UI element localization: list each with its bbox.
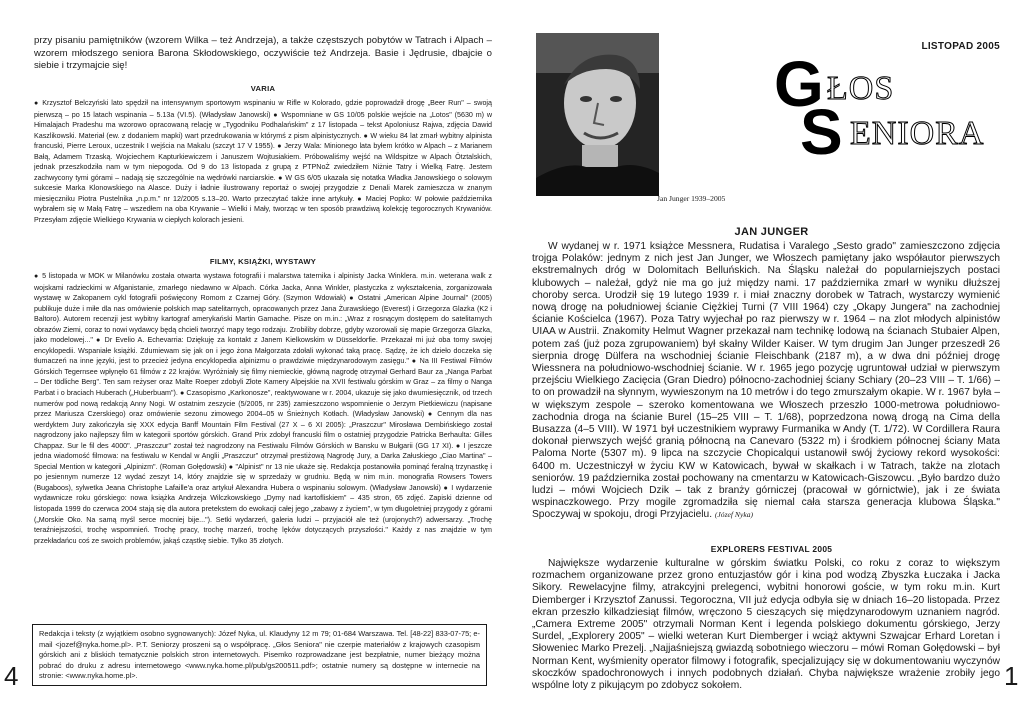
- portrait-image: [536, 33, 659, 196]
- intro-paragraph: przy pisaniu pamiętników (wzorem Wilka – też Andrzeja), a także częstszych pobytów w Tatrach i Alpach – wzorem młodszego seniora Barona Skłodowskiego, oczywiście też Andrzeja. Basie i Jędrusie, dbajcie o siebie i trzymajcie się!: [34, 35, 492, 72]
- masthead-eniora: ENIORA: [850, 115, 985, 152]
- portrait-photo: [536, 33, 659, 196]
- article-text: W wydanej w r. 1971 książce Messnera, Rudatisa i Varalego „Sesto grado" zamieszczono zdjęcia trojga Polaków: jednym z nich jest Jan Junger, we Włoszech pamiętany jako współautor pierwszych ekstremalnych dróg w Dolomitach Belluńskich. Na Śląsku należał do popularniejszych postaci klubowych – należał, gdyż nie ma go już między nami. 17 października zmarł w wyniku dłuższej choroby serca. Urodził się 19 lutego 1939 r. i miał znaczny dorobek w Tatrach, wystarczy wymienić nową drogę na południowej ścianie Ciężkiej Turni (7 VIII 1964) czy „Okapy Jungera" na zachodniej ścianie Kościelca (1967). Poza Tatry wyjechał po raz pierwszy w r. 1964 – na zlot młodych alpinistów UIAA w Austrii. Znakomity Helmut Wagner przekazał nam technikę lodową na ścianach Stubaier Alpen, potem zaś (już poza zgrupowaniem) był skałny Wilder Kaiser. W tym drugim Jan Junger przeszedł 26 sierpnia drogę Dülfera na wschodniej ścianie Fleischbank (2187 m), a w dwa dni później drogę Wiessnera na południowo-wschodniej ścianie. W r. 1965 jego pozycję ugruntował udział w pierwszym przejściu Wielkiego Zacięcia (Gran Diedro) północno-zachodniej ściany Schiary (20–23 VIII – T. 1/66) – to on prowadził na słynnym, wywieszonym na 10 metrów i do tego zmurszałym okapie. W r. 1967 była – w większym zespole – szeroko komentowana we Włoszech przeszło 1000-metrowa południowo-zachodnia droga na ścianie Burel (15–25 VIII – T. 1/68), poprzedzona nową drogą na Cima della Busazza (4–5 VIII). W 1971 był uczestnikiem wyprawy Furmanika w Andy (T. 1/72). W Cordillera Raura dokonał pierwszych wejść granią północną na Canevaro (5322 m) i środkiem północnej ściany Mata Paloma Norte (5307 m). 9 lipca na szczycie Chopicalqui ustanowił swój życiowy rekord wysokości: 6400 m. Uczestniczył w życiu KW w Katowicach, bywał w skałkach i w Tatrach, także na zlotach seniorów. 19 października został pochowany na cmentarzu w Katowicach-Giszowcu. „Było bardzo dużo ludzi – mówi Wojciech Dzik – tak z branży górniczej (pracował w górnictwie), jak i ze świata wspinaczkowego. Przy mogile zgromadziła się niemal cała starsza generacja klubowa Śląska." Spoczywaj w spokoju, drogi Przyjacielu.: [532, 241, 1000, 521]
- masthead-letter-s: S: [800, 96, 843, 168]
- editorial-footer: Redakcja i teksty (z wyjątkiem osobno sygnowanych): Józef Nyka, ul. Klaudyny 12 m 79; 01-684 Warszawa. Tel. [48-22] 833-07-75; e-mail <jozef@nyka.home.pl>. P.T. Seniorzy proszeni są o współpracę. „Głos Seniora" nie czerpie materiałów z krajowych czasopism górskich ani z bliskich tematycznie polskich stron internetowych. Pisemko rozprowadzane jest bezpłatnie, numer bieżący można pobrać do druku z adresu internetowego <www.nyka.home.pl/pub/gs200511.pdf>; ostatnie numery są dostępne w internecie na stronie: <www.nyka.home.pl>.: [32, 624, 487, 686]
- masthead-letter-g: G: [774, 48, 824, 120]
- bullet-icon: ●: [34, 100, 40, 107]
- films-text: [34, 271, 492, 615]
- varia-heading: VARIA: [250, 84, 276, 93]
- photo-caption: Jan Junger 1939–2005: [657, 194, 726, 203]
- issue-date: LISTOPAD 2005: [921, 41, 1000, 52]
- masthead-los: ŁOS: [827, 70, 895, 107]
- article-body: [532, 241, 1000, 531]
- varia-body: Krzysztof Belczyński lato spędził na intensywnym sportowym wspinaniu w Rifle w Kolorado, gdzie poprowadził drogę „Beer Run" – swoją pierwszą – po 15 latach wspinania – 5.13a (VI.5). (Władysław Janowski) ● Wspomniane w GS 10/05 polskie wejście na „Lotos" (5630 m) w Himalajach Pradeshu ma wzorowo opracowaną relację w „Tygodniku Podhalańskim" z 17 listopada – tekst Apoloniusz Rajwa, zdjęcia Dawid Kaszlikowski. Materiał (ew. z dodaniem mapki) wart przedrukowania w którymś z pism alpinistycznych. ● W wieku 84 lat zmarł wybitny alpinista francuski, Pierre Leroux, uczestnik I wejścia na Makalu (szczyt 17 V 1955). ● Jerzy Wala: Minionego lata byłem krótko w Alpach – z Marianem Bałą, Adamem Trzaską. Wojciechem Kapturkiewiczem i Januszem Wojtusiakiem. Próbowaliśmy wejść na Wildspitze w Alpach Ötztalskich, jednak przeszkodziła nam w tym niepogoda. Od 9 do 13 listopada z grupą z PTPNoŻ zwiedziłem Niżnie Tatry i Wielką Fatrę. Jestem zachwycony tymi górami – nadają się szczególnie na wędrówki narciarskie. ● W GS 6/05 ukazała się notatka Władka Janowskiego o solowym sukcesie Marka Klonowskiego na Alasce. Duży i ładnie ilustrowany reportaż o swojej przygodzie z Denali Marek zamieszcza w znanym miesięczniku Piotra Pustelnika „n.p.m." nr 12/2005 s.13–20. Warto przeczytać także inne artykuły. ● Maciej Popko: W połowie października wybrałem się w Małą Fatrę – wszedłem na oba Krywanie – Wielki i Mały, tworząc w ten sposób prawdziwą kolekcję tegorocznych Krywaniów. Przesyłam zdjęcie Wielkiego Krywania w ciepłych kolorach jesieni.: [34, 99, 492, 225]
- explorers-title: EXPLORERS FESTIVAL 2005: [710, 544, 833, 554]
- page-number-right: 1: [1004, 661, 1019, 691]
- varia-text: [34, 98, 492, 248]
- article-credit: (Józef Nyka): [714, 510, 754, 520]
- films-heading: FILMY, KSIĄŻKI, WYSTAWY: [209, 257, 317, 266]
- explorers-text: Największe wydarzenie kulturalne w górskim światku Polski, co roku z coraz to większym rozmachem organizowane przez grono entuzjastów gór i kina pod wodzą Zbyszka Łuczaka i Jacka Sikory. Rewelacyjne filmy, atrakcyjni prelegenci, wybitni honorowi goście, w tym roku m.in. Kurt Diemberger i Krzysztof Zanussi. Tegoroczna, VII już edycja odbyła się w dniach 16–20 listopada. Przez ekran przeszło kilkadziesiąt filmów, wręczono 5 cieszących się międzynarodowym uznaniem nagród. „Camera Extreme 2005" otrzymali Norman Kent i legenda polskiego dokumentu górskiego, Jerzy Surdel, „Explorery 2005" – wielki weteran Kurt Diemberger i wciąż aktywni Szwajcar Erhard Loretan i Słoweniec Marko Prezelj. „Najjaśniejszą gwiazdą sobotniego wieczoru – mówi Roman Gołędowski – był Norman Kent, wyśmienity operator filmowy i fotografik, specjalizujący się w dokumentowaniu wyczynów skoczków spadochronowych i innych podobnych działań. Chyba największe wrażenie zrobiły jego wspólne loty z pikującym po zdobycz sokołem.: [532, 558, 1000, 692]
- page-number-left: 4: [4, 661, 19, 691]
- bullet-icon: ●: [34, 273, 40, 280]
- right-page: [512, 0, 1024, 724]
- explorers-body: [532, 558, 1000, 704]
- article-title: JAN JUNGER: [734, 226, 809, 238]
- films-body: 5 listopada w MOK w Milanówku została otwarta wystawa fotografii i malarstwa taternika i alpinisty Jacka Winklera. m.in. weterana walk z wojskami radzieckimi w Afganistanie, zmarłego niedawno w Alpach. Córka Jacka, Anna Winkler, plastyczka z wykształcenia, zorganizowała wystawę w Zakopanem cykl fotografii poświęcony Romom z Czarnej Góry. (Szymon Wdowiak) ● Ostatni „American Alpine Journal" (2005) publikuje duże i miłe dla nas omówienie polskich map satelitarnych, opracowanych przez Jana Żurawskiego (Everest) i Grzegorza Glazka (K2 i Baltoro). Autorem recenzji jest wybitny kartograf amerykański Martin Gamache. Pisze on m.in.: „Wraz z rosnącym dostępem do satelitarnych obrazów Ziemi, coraz to nowi wydawcy będą chcieli tworzyć mapy tego rodzaju. Zrobiliby dobrze, gdyby wzorowali się mapie Grzegorza Glazka, jako modelowej..." ● Dr Evelio A. Echevarria: Dziękuję za kontakt z Janem Kielkowskim w Düsseldorfie. Przekazał mi już oba tomy swojej encyklopedii. Wspaniałe książki. Zdumiewam się jak on i jego żona Małgorzata zdołali wykonać taką pracę. Sądzę, że ich dzieło doczeka się tłumaczeń na inne języki, jest to przecież jedyna encyklopedia alpinizmu o prawdziwie międzynarodowym zasięgu." ● Na III Festiwal Filmów Górskich Tegernsee wpłynęło 61 filmów z 22 krajów. Wyróżniały się filmy niemieckie, główną nagrodę otrzymał Gerhard Baur za „Nanga Parbat – Der tödliche Berg". Ten sam reżyser oraz Malte Roeper zdobyli Złote Kamery Alpejskie na XVII festiwalu górskim w Graz – za filmy o Nanga Parbat i o braciach Huberach („Huberbuam"). ● Czasopismo „Karkonosze", reaktywowane w r. 2004, ukazuje się jako dwumiesięcznik, od trzech numerów pod nową redakcją Anny Nogi. W ostatnim zeszycie (5/2005, nr 235) zamieszczono wspomnienie o Jerzym Pietkiewiczu (napisane przez Mariusza Czerskiego) oraz omówienie sezonu zimowego 2004–05 w Śnieżnych Kotłach. (Władysław Janowski) ● Cennym dla nas werdyktem Jury zakończyła się XXX edycja Banff Mountain Film Festival (27 X – 6 XI 2005): „Praszczur" Mirosława Dembińskiego został nagrodzony jako najlepszy film w kategorii sportów górskich. Grand Prix zdobył francuski film o ostatniej przygodzie Patricka Berhaulta: Gilles Chappaz. Sur le fil des 4000". „Praszczur" został też nagrodzony na Festiwalu Filmów Górskich w Bansku w Bułgarii (GG 17 XI). ● I jeszcze jedna wiadomość filmowa: na festiwalu w Kendal w Anglii „Praszczur" otrzymał prestiżową Nagrodę Jury, a Darka Załuskiego „Ciao Martina" – Special Mention w kategorii „Alpinizm". (Roman Gołędowski) ● "Alpinist" nr 13 nie ukaże się. Redakcja postanowiła pominąć feralną trzynastkę i po jesiennym numerze 12 wydać zeszyt 14, który znajdzie się w sprzedaży w grudniu. Będą w nim m.in. monografia Rowsers Towers (Bugaboos), sylwetka Jeana Christophe Lafaille'a oraz artykuł Alexandra Hubera o wspinaniu solowym. (Władysław Janowski) ● I wydarzenie wydawnicze roku górskiego: nowa książka Andrzeja Wilczkowskiego „Dymy nad kartofliskiem" – 435 stron, 65 zdjęć. Zapiski dzienne od listopada 1999 do czerwca 2004 stają się dla autora pretekstem do ewokacji całej jego „zabawy z życiem", w tym długoletniej przygody z górami („Morskie Oko. Na samą myśl serce mocniej bije..."). Setki wydarzeń, galeria ludzi – przyjaciół ale też (urojonych?) adwersarzy. „Trochę teraźniejszości, trochę wspomnień. Trochę pracy, trochę marzeń, trochę lęków dotyczących przyszłości." Każdy z nas znajdzie w tym przekładańcu coś ze swoich problemów, jakąś cząstkę siebie. Tylko 35 złotych.: [34, 272, 492, 545]
